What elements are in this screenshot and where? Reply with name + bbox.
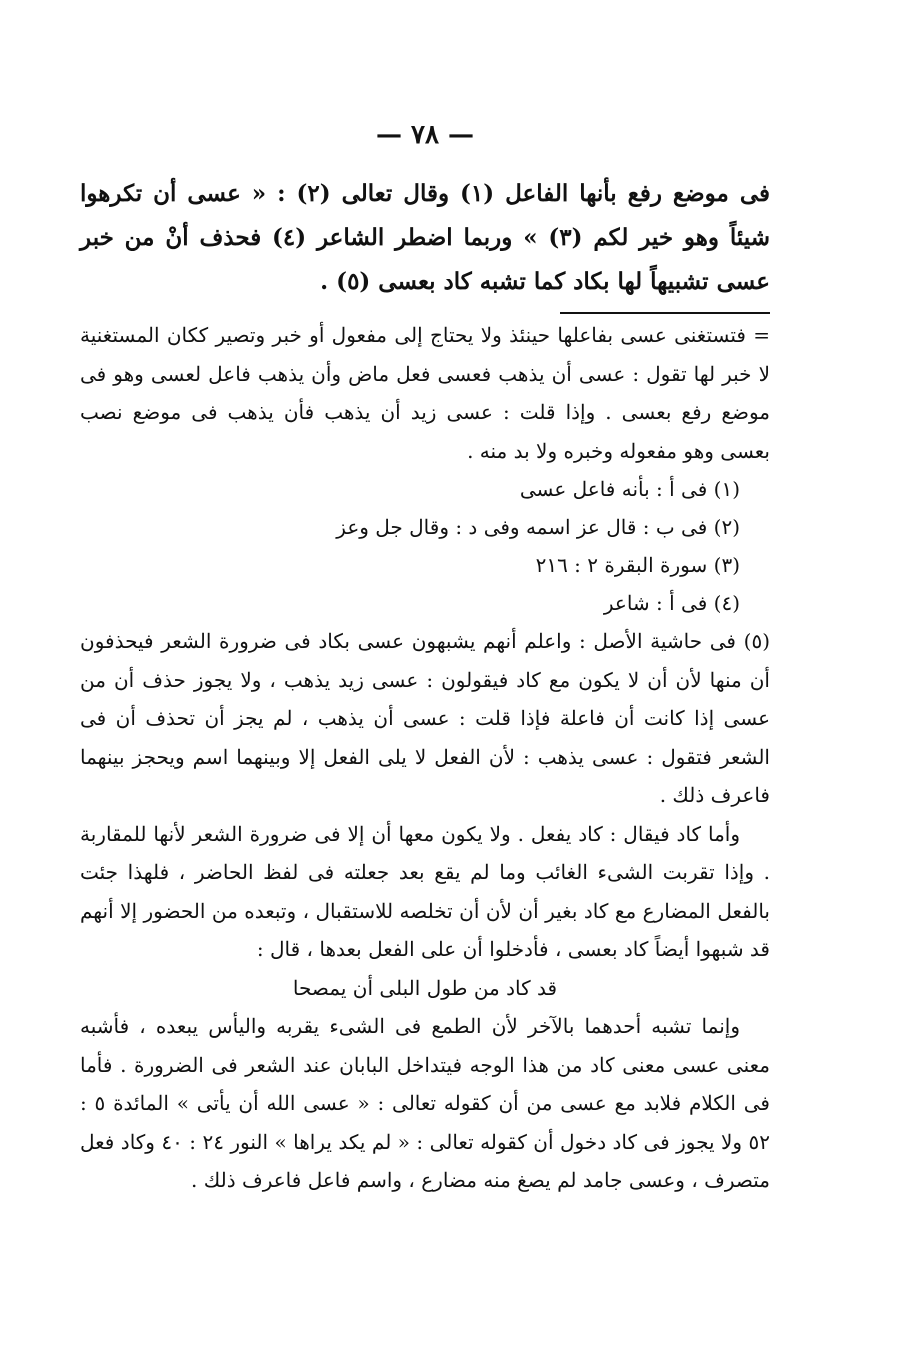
footnote-1: (١) فى أ : بأنه فاعل عسى — [519, 477, 740, 501]
page-number: — ٧٨ — — [375, 120, 475, 150]
main-paragraph: فى موضع رفع بأنها الفاعل (١) وقال تعالى (٢) : « عسى أن تكرهوا شيئاً وهو خير لكم (٣) » وربما اضطر الشاعر (٤) فحذف أنْ من خبر عسى تشبيهاً لها بكاد كما تشبه كاد بعسى (٥) . — [80, 180, 770, 295]
footnote-4: (٤) فى أ : شاعر — [603, 591, 740, 615]
document-page — [80, 120, 770, 1200]
footnote-3: (٣) سورة البقرة ٢ : ٢١٦ — [535, 553, 740, 577]
footnote-2: (٢) فى ب : قال عز اسمه وفى د : وقال جل وعز — [336, 515, 740, 539]
paragraph-kad: وأما كاد فيقال : كاد يفعل . ولا يكون معها أن إلا فى ضرورة الشعر لأنها للمقاربة . وإذا تقربت الشىء الغائب وما لم يقع بعد جعلته فى لفظ الحاضر ، فلهذا جئت بالفعل المضارع مع كاد بغير أن لأن أن تخلصه للاستقبال ، وتبعده من الحضور إلا أنهم قد شبهوا أيضاً كاد بعسى ، فأدخلوا أن على الفعل بعدها ، قال : — [80, 821, 770, 961]
footnote-5: (٥) فى حاشية الأصل : واعلم أنهم يشبهون عسى بكاد فى ضرورة الشعر فيحذفون أن منها لأن أن لا يكون مع كاد فيقولون : عسى زيد يذهب ، ولا يجوز حذف أن من عسى إذا كانت أن فاعلة فإذا قلت : عسى أن يذهب ، لم يجز أن تحذف أن فى الشعر فتقول : عسى يذهب : لأن الفعل لا يلى الفعل إلا وبينهما اسم ويحجز بينهما فاعرف ذلك . — [80, 629, 770, 807]
footnote-list — [80, 470, 770, 622]
continued-note: = فتستغنى عسى بفاعلها حينئذ ولا يحتاج إلى مفعول أو خبر وتصير ككان المستغنية لا خبر لها تقول : عسى أن يذهب فعسى فعل ماض وأن يذهب فاعل لعسى وهو فى موضع رفع بعسى . وإذا قلت : عسى زيد أن يذهب فأن يذهب فى موضع نصب بعسى وهو مفعوله وخبره ولا بد منه . — [80, 323, 770, 463]
footnote-separator — [560, 312, 770, 314]
paragraph-final: وإنما تشبه أحدهما بالآخر لأن الطمع فى الشىء يقربه واليأس يبعده ، فأشبه معنى عسى معنى كاد من هذا الوجه فيتداخل البابان عند الشعر فى الضرورة . فأما فى الكلام فلابد مع عسى من أن كقوله تعالى : « عسى الله أن يأتى » المائدة ٥ : ٥٢ ولا يجوز فى كاد دخول أن كقوله تعالى : « لم يكد يراها » النور ٢٤ : ٤٠ وكاد فعل متصرف ، وعسى جامد لم يصغ منه مضارع ، واسم فاعل فاعرف ذلك . — [80, 1014, 770, 1192]
footnotes-section — [80, 316, 770, 1200]
verse-line: قد كاد من طول البلى أن يمصحا — [292, 975, 558, 1000]
main-text — [80, 172, 770, 304]
